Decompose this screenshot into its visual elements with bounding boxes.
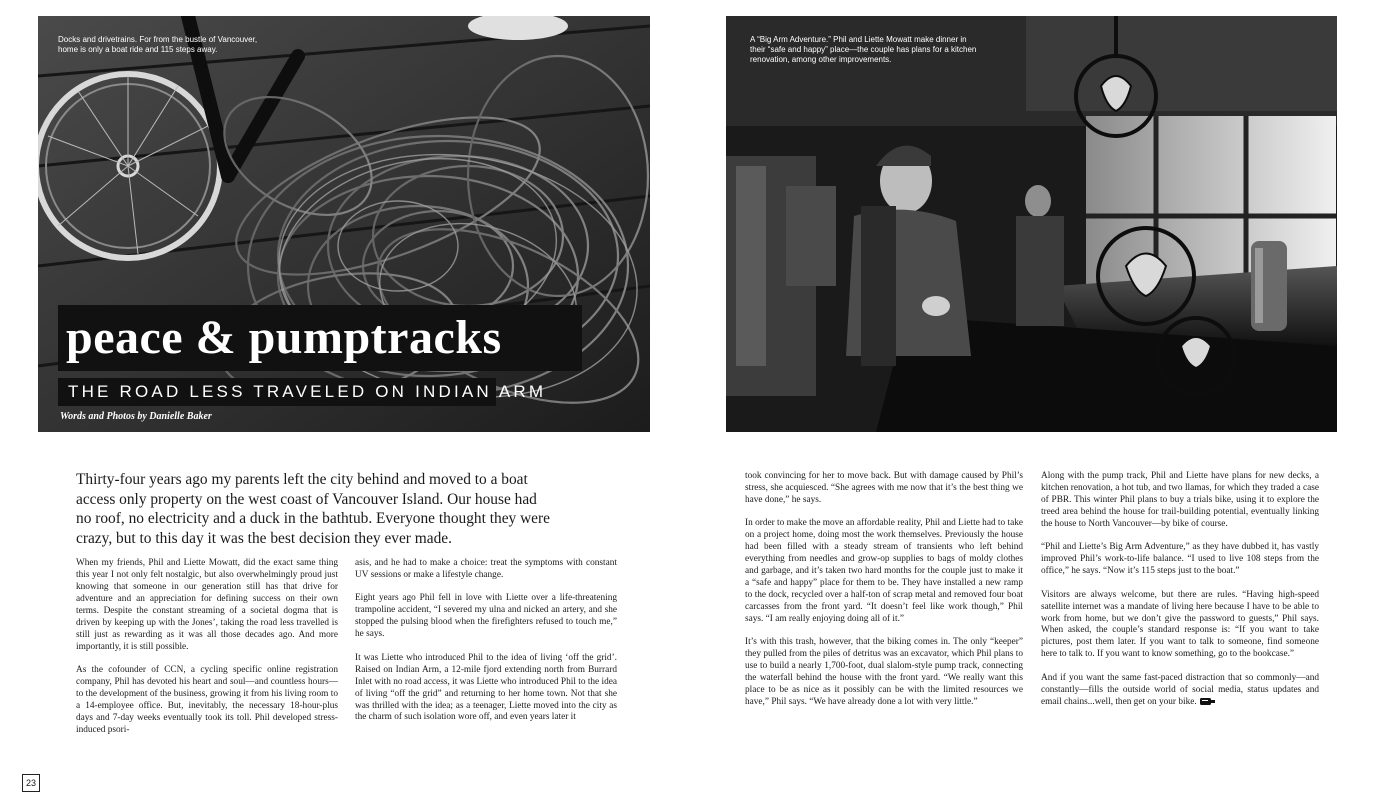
body-paragraph: Visitors are always welcome, but there are rules. “Having high-speed satellite internet was a mandate of living here because I have to be able to work from home, but we don’t give the password to guests,” Phil says. When asked, the couple’s standard response is: “If you want to take pictures, post them later. If you want to talk to someone, find someone here to talk to. If you want to know something, go to the bookcase.” <box>1041 589 1319 660</box>
body-column-3 <box>745 471 1023 721</box>
body-paragraph: Along with the pump track, Phil and Liette have plans for new decks, a kitchen renovation, a hot tub, and two llamas, for which they traded a case of PBR. This winter Phil plans to buy a trials bike, using it to explore the treed area behind the house for trail-building potential, eventually linking the house to North Vancouver—by bike of course. <box>1041 471 1319 529</box>
byline: Words and Photos by Danielle Baker <box>60 411 212 422</box>
body-column-2 <box>355 558 617 736</box>
photo-kitchen <box>726 16 1337 432</box>
photo-caption-right: A “Big Arm Adventure.” Phil and Liette Mowatt make dinner in their “safe and happy” place—the couple has plans for a kitchen renovation, among other improvements. <box>750 35 977 64</box>
page-number: 23 <box>22 774 40 792</box>
body-paragraph: As the cofounder of CCN, a cycling specific online registration company, Phil has devoted his heart and soul—and countless hours—to the development of the business, growing it from his living room to a 14-employee office. But, inevitably, the necessary 18-hour-plus days and 7-day weeks eventually took its toll. Phil developed stress-induced psori- <box>76 665 338 735</box>
body-paragraph-last <box>1041 673 1319 709</box>
body-paragraph: asis, and he had to make a choice: treat the symptoms with constant UV sessions or make a lifestyle change. <box>355 558 617 580</box>
body-paragraph: “Phil and Liette’s Big Arm Adventure,” as they have dubbed it, has vastly improved Phil’s work-to-life balance. “I used to live 108 steps from the office,” he says. “Now it’s 115 steps just to the boat.” <box>1041 542 1319 577</box>
closing-text: And if you want the same fast-paced distraction that so commonly—and constantly—fills the outside world of social media, status updates and email chains...well, then get on your bike. <box>1041 672 1319 707</box>
intro-paragraph: Thirty-four years ago my parents left the city behind and moved to a boat access only property on the west coast of Vancouver Island. Our house had no roof, no electricity and a duck in the bathtub. Everyone thought they were crazy, but to this day it was the best decision they ever made. <box>76 471 550 547</box>
body-paragraph: In order to make the move an affordable reality, Phil and Liette had to take on a project home, doing most the work themselves. Previously the house had been filled with a steady stream of transients who left behind everything from needles and grow-op supplies to bags of moldy clothes and garbage, and it’s taken two hard months for the couple just to make it a “safe and happy” place for them to be. They have installed a new ramp to the dock, recycled over a half-ton of scrap metal and removed four boat carcasses from the front yard. “It doesn’t feel like work though,” Phil says. “I am really enjoying doing all of it.” <box>745 518 1023 624</box>
body-paragraph: When my friends, Phil and Liette Mowatt, did the exact same thing this year I not only felt nostalgic, but also overwhelmingly proud just knowing that someone in our generation still has that drive for adventure and an appreciation for defining success on their own terms. Despite the constant streaming of a societal dogma that is driven by keeping up with the Jones’, taking the road less travelled is still just as rewarding as it was all those decades ago. And more importantly, it is still possible. <box>76 558 338 652</box>
end-mark-icon <box>1200 697 1215 706</box>
body-paragraph: It’s with this trash, however, that the biking comes in. The only “keeper” they pulled from the piles of detritus was an excavator, which Phil plans to use to build a nearly 1,700-foot, dual slalom-style pump track, connecting the waterfall behind the house with the front yard. “We really want this place to be as nice as it possibly can be with the limited resources we have,” Phil says. “We have already done a lot with very little.” <box>745 637 1023 708</box>
article-subtitle: THE ROAD LESS TRAVELED ON INDIAN ARM <box>68 382 547 401</box>
body-paragraph: took convincing for her to move back. But with damage caused by Phil’s stress, she acquiesced. “She agrees with me now that it’s the best thing we have done,” he says. <box>745 471 1023 505</box>
article-title: peace & pumptracks <box>66 311 502 364</box>
body-column-1 <box>76 558 338 748</box>
photo-caption-left: Docks and drivetrains. For from the bustle of Vancouver, home is only a boat ride and 115 steps away. <box>58 35 258 54</box>
body-paragraph: Eight years ago Phil fell in love with Liette over a life-threatening trampoline accident, “I severed my ulna and nicked an artery, and she stopped the pulsing blood when the firefighters refused to touch me,” he says. <box>355 593 617 640</box>
body-column-4 <box>1041 471 1319 720</box>
body-paragraph: It was Liette who introduced Phil to the idea of living ‘off the grid’. Raised on Indian Arm, a 12-mile fjord extending north from Burrard Inlet with no road access, it was Liette who introduced Phil to the idea of living “off the grid” and returning to her home town. Not that she was thrilled with the idea; as a teenager, Liette moved into the city as the charm of such isolation wore off, and even years later it <box>355 652 617 723</box>
